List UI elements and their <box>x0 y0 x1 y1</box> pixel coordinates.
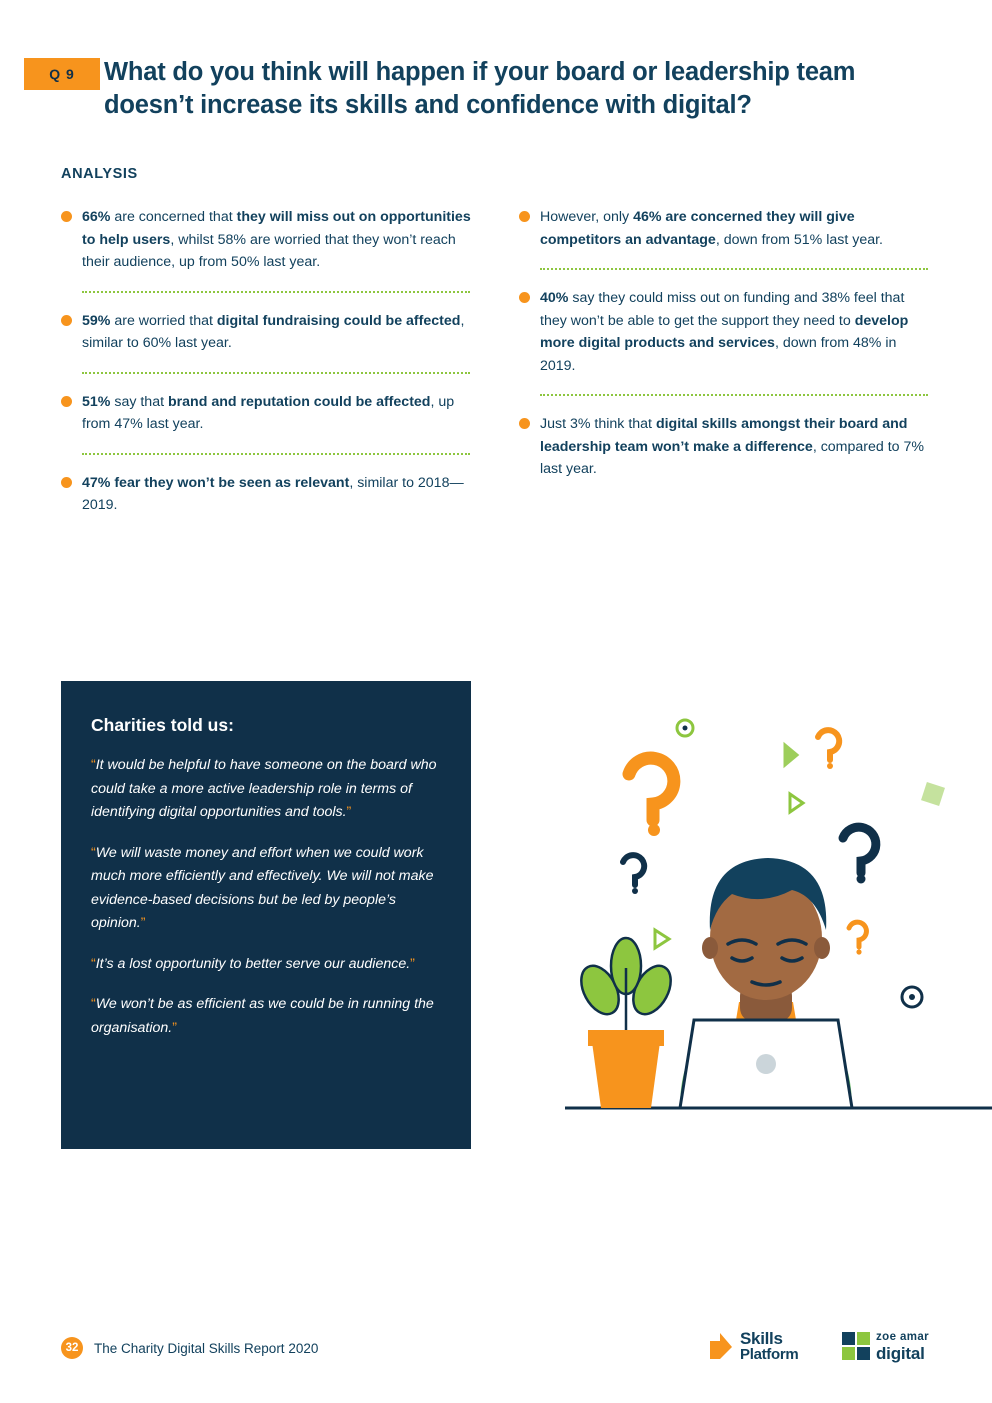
zoe-amar-squares-icon <box>842 1332 872 1362</box>
bullet-dot-icon <box>61 315 72 326</box>
bullet-dot-icon <box>519 418 530 429</box>
list-item <box>519 206 931 251</box>
bullet-text: 59% are worried that digital fundraising could be affected, similar to 60% last year. <box>82 312 465 351</box>
quote-item <box>91 842 441 936</box>
quote-close-mark: ” <box>410 955 415 972</box>
list-item <box>61 391 473 436</box>
skills-platform-logo <box>706 1327 826 1369</box>
bullet-text: Just 3% think that digital skills amongst their board and leadership team won’t make a difference, compared to 7% last year. <box>540 416 925 477</box>
page-number-badge: 32 <box>61 1337 83 1359</box>
page-title: What do you think will happen if your board or leadership team doesn’t increase its skills and confidence with digital? <box>104 58 856 119</box>
logo-zoe-line1: zoe amar <box>876 1331 930 1343</box>
quote-text: It would be helpful to have someone on the board who could take a more active leadership role in terms of identifying digital opportunities and tools. <box>91 757 437 820</box>
zoe-amar-digital-logo <box>842 1327 952 1369</box>
list-item <box>519 413 931 481</box>
bullet-dot-icon <box>61 396 72 407</box>
charities-told-us-panel <box>61 681 471 1149</box>
logo-skills-line2: Platform <box>740 1346 799 1363</box>
quote-open-mark: “ <box>91 844 96 861</box>
divider <box>540 394 928 396</box>
bullet-text: 66% are concerned that they will miss out on opportunities to help users, whilst 58% are worried that they won’t reach their audience, up from 50% last year. <box>82 209 471 270</box>
quote-open-mark: “ <box>91 955 96 972</box>
list-item <box>61 472 473 517</box>
question-number-badge: Q 9 <box>24 58 100 90</box>
quote-open-mark: “ <box>91 757 96 773</box>
list-item <box>61 310 473 355</box>
divider <box>540 268 928 270</box>
skills-platform-arrow-icon <box>706 1329 736 1363</box>
divider <box>82 453 470 455</box>
quote-item <box>91 953 441 977</box>
panel-title: Charities told us: <box>91 715 234 735</box>
bullet-text: 40% say they could miss out on funding and 38% feel that they won’t be able to get the support they need to develop more digital products and services, down from 48% in 2019. <box>540 290 909 374</box>
analysis-right-column <box>519 206 931 481</box>
quote-text: We will waste money and effort when we could work much more efficiently and effectively. We will not make evidence-based decisions but be led by people’s opinion. <box>91 844 434 931</box>
list-item <box>61 206 473 274</box>
analysis-label: ANALYSIS <box>61 166 138 182</box>
bullet-dot-icon <box>61 477 72 488</box>
divider <box>82 372 470 374</box>
quote-open-mark: “ <box>91 996 96 1012</box>
quote-close-mark: ” <box>172 1019 177 1036</box>
logo-skills-line1: Skills <box>740 1329 783 1348</box>
quote-close-mark: ” <box>346 804 352 820</box>
bullet-dot-icon <box>61 211 72 222</box>
illustration-person-with-laptop <box>500 690 992 1160</box>
quote-item <box>91 754 441 825</box>
quote-text: We won’t be as efficient as we could be in running the organisation. <box>91 996 434 1036</box>
bullet-dot-icon <box>519 211 530 222</box>
quote-text: It’s a lost opportunity to better serve our audience. <box>95 955 411 972</box>
footer-report-title: The Charity Digital Skills Report 2020 <box>94 1341 319 1356</box>
quote-close-mark: ” <box>140 915 146 931</box>
logo-zoe-line2: digital <box>876 1344 925 1363</box>
analysis-left-column <box>61 206 473 517</box>
bullet-text: However, only 46% are concerned they will give competitors an advantage, down from 51% last year. <box>540 209 884 248</box>
bullet-dot-icon <box>519 292 530 303</box>
quote-item <box>91 993 441 1040</box>
divider <box>82 291 470 293</box>
list-item <box>519 287 931 377</box>
bullet-text: 47% fear they won’t be seen as relevant, similar to 2018—2019. <box>82 474 464 513</box>
bullet-text: 51% say that brand and reputation could be affected, up from 47% last year. <box>82 393 455 432</box>
